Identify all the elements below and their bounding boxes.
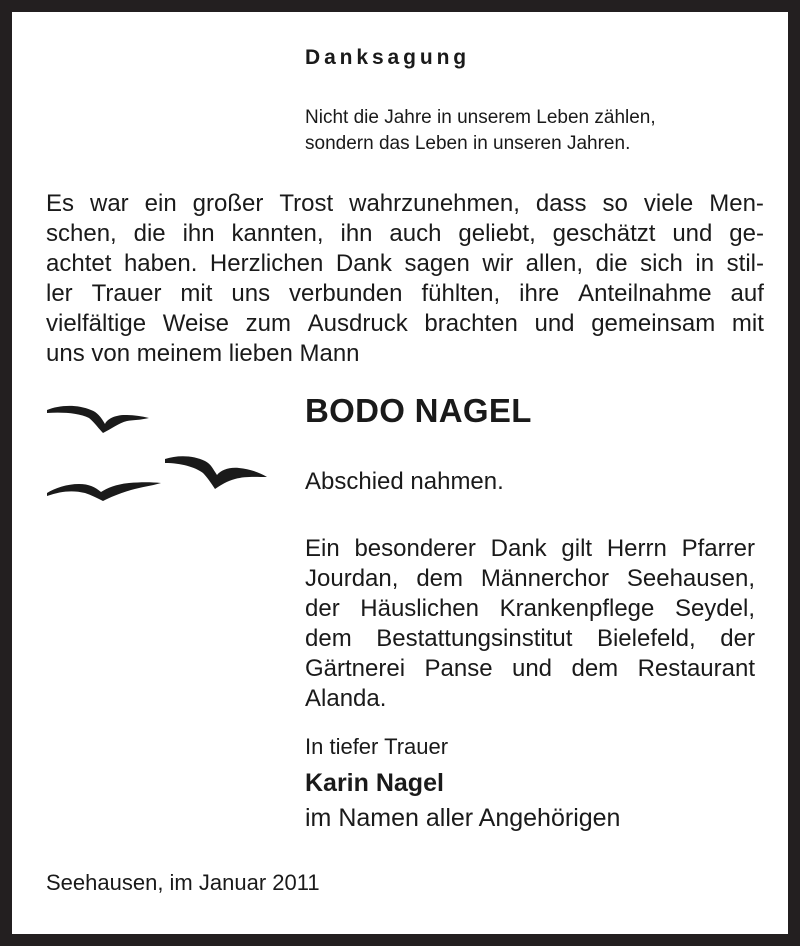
- word: mit: [731, 310, 764, 337]
- word: Ausdruck: [307, 310, 408, 337]
- word: geliebt,: [458, 220, 536, 247]
- word: Bielefeld,: [596, 625, 696, 652]
- thanks-line: [305, 594, 755, 624]
- word: Häuslichen: [360, 595, 479, 622]
- farewell-text: Abschied nahmen.: [305, 468, 504, 495]
- main-text-line: [46, 279, 764, 309]
- bird-icon: [47, 406, 149, 433]
- word: achtet: [46, 250, 112, 277]
- word: Bestattungsinstitut: [376, 625, 573, 652]
- word: ler: [46, 280, 73, 307]
- word: wir: [482, 250, 514, 277]
- obituary-card: [12, 12, 788, 934]
- word: Seehausen,: [626, 565, 755, 592]
- word: die: [595, 250, 628, 277]
- word: der: [720, 625, 755, 652]
- bird-icon: [165, 456, 267, 489]
- flying-birds-icon: [45, 397, 275, 507]
- word: Anteilnahme: [578, 280, 712, 307]
- motto-line: sondern das Leben in unseren Jahren.: [305, 133, 631, 154]
- word: und: [672, 220, 713, 247]
- word: wahrzunehmen,: [349, 190, 520, 217]
- word: besonderer: [354, 535, 476, 562]
- word: Panse: [424, 655, 493, 682]
- word: Trauer: [91, 280, 162, 307]
- word: uns: [231, 280, 271, 307]
- word: dem: [571, 655, 619, 682]
- motto: [305, 105, 656, 157]
- word: gemeinsam: [591, 310, 716, 337]
- thanks-line: [305, 564, 755, 594]
- word: Men-: [709, 190, 764, 217]
- word: gilt: [561, 535, 593, 562]
- bird-icon: [47, 482, 161, 501]
- thanks-line: Alanda.: [305, 685, 387, 712]
- word: dass: [535, 190, 587, 217]
- word: sagen: [404, 250, 470, 277]
- word: Herzlichen: [209, 250, 324, 277]
- word: ihn: [182, 220, 215, 247]
- word: kannten,: [231, 220, 324, 247]
- word: Herrn: [606, 535, 667, 562]
- word: dem: [305, 625, 352, 652]
- main-text-line: [46, 219, 764, 249]
- word: verbunden: [289, 280, 403, 307]
- word: auch: [389, 220, 442, 247]
- word: Trost: [279, 190, 334, 217]
- word: ein: [144, 190, 177, 217]
- main-text-line: [46, 189, 764, 219]
- word: der: [305, 595, 340, 622]
- word: stil-: [726, 250, 764, 277]
- word: Weise: [162, 310, 229, 337]
- word: so: [602, 190, 628, 217]
- thanks-line: [305, 654, 755, 684]
- word: Seydel,: [674, 595, 755, 622]
- word: zum: [245, 310, 291, 337]
- word: die: [133, 220, 166, 247]
- word: haben.: [123, 250, 198, 277]
- word: Gärtnerei: [305, 655, 406, 682]
- word: Krankenpflege: [499, 595, 655, 622]
- word: großer: [192, 190, 264, 217]
- thanks-line: [305, 534, 755, 564]
- heading: Danksagung: [305, 46, 471, 69]
- word: allen,: [525, 250, 584, 277]
- word: schen,: [46, 220, 117, 247]
- main-text-line: [46, 249, 764, 279]
- main-text-line: uns von meinem lieben Mann: [46, 340, 360, 367]
- thanks-line: [305, 624, 755, 654]
- word: mit: [180, 280, 213, 307]
- in-grief-label: In tiefer Trauer: [305, 734, 449, 759]
- word: Männerchor: [480, 565, 609, 592]
- place-date: Seehausen, im Januar 2011: [46, 870, 320, 895]
- deceased-name: BODO NAGEL: [305, 392, 532, 429]
- word: geschätzt: [552, 220, 656, 247]
- word: fühlten,: [421, 280, 501, 307]
- word: dem: [416, 565, 463, 592]
- motto-line: Nicht die Jahre in unserem Leben zählen,: [305, 107, 656, 128]
- word: viele: [643, 190, 694, 217]
- signer-name: Karin Nagel: [305, 769, 444, 797]
- word: Ein: [305, 535, 340, 562]
- word: Pfarrer: [681, 535, 755, 562]
- word: in: [695, 250, 715, 277]
- main-text: [46, 189, 764, 369]
- word: und: [511, 655, 553, 682]
- main-text-line: [46, 309, 764, 339]
- word: Restaurant: [637, 655, 755, 682]
- word: brachten: [424, 310, 518, 337]
- relatives-note: im Namen aller Angehörigen: [305, 804, 621, 832]
- word: Es: [46, 190, 75, 217]
- word: sich: [640, 250, 683, 277]
- word: und: [534, 310, 575, 337]
- word: ihn: [340, 220, 373, 247]
- word: Jourdan,: [305, 565, 399, 592]
- word: Dank: [490, 535, 547, 562]
- word: Dank: [335, 250, 392, 277]
- word: ge-: [729, 220, 764, 247]
- word: auf: [730, 280, 764, 307]
- special-thanks: [305, 534, 755, 714]
- word: war: [90, 190, 129, 217]
- word: vielfältige: [46, 310, 147, 337]
- word: ihre: [519, 280, 560, 307]
